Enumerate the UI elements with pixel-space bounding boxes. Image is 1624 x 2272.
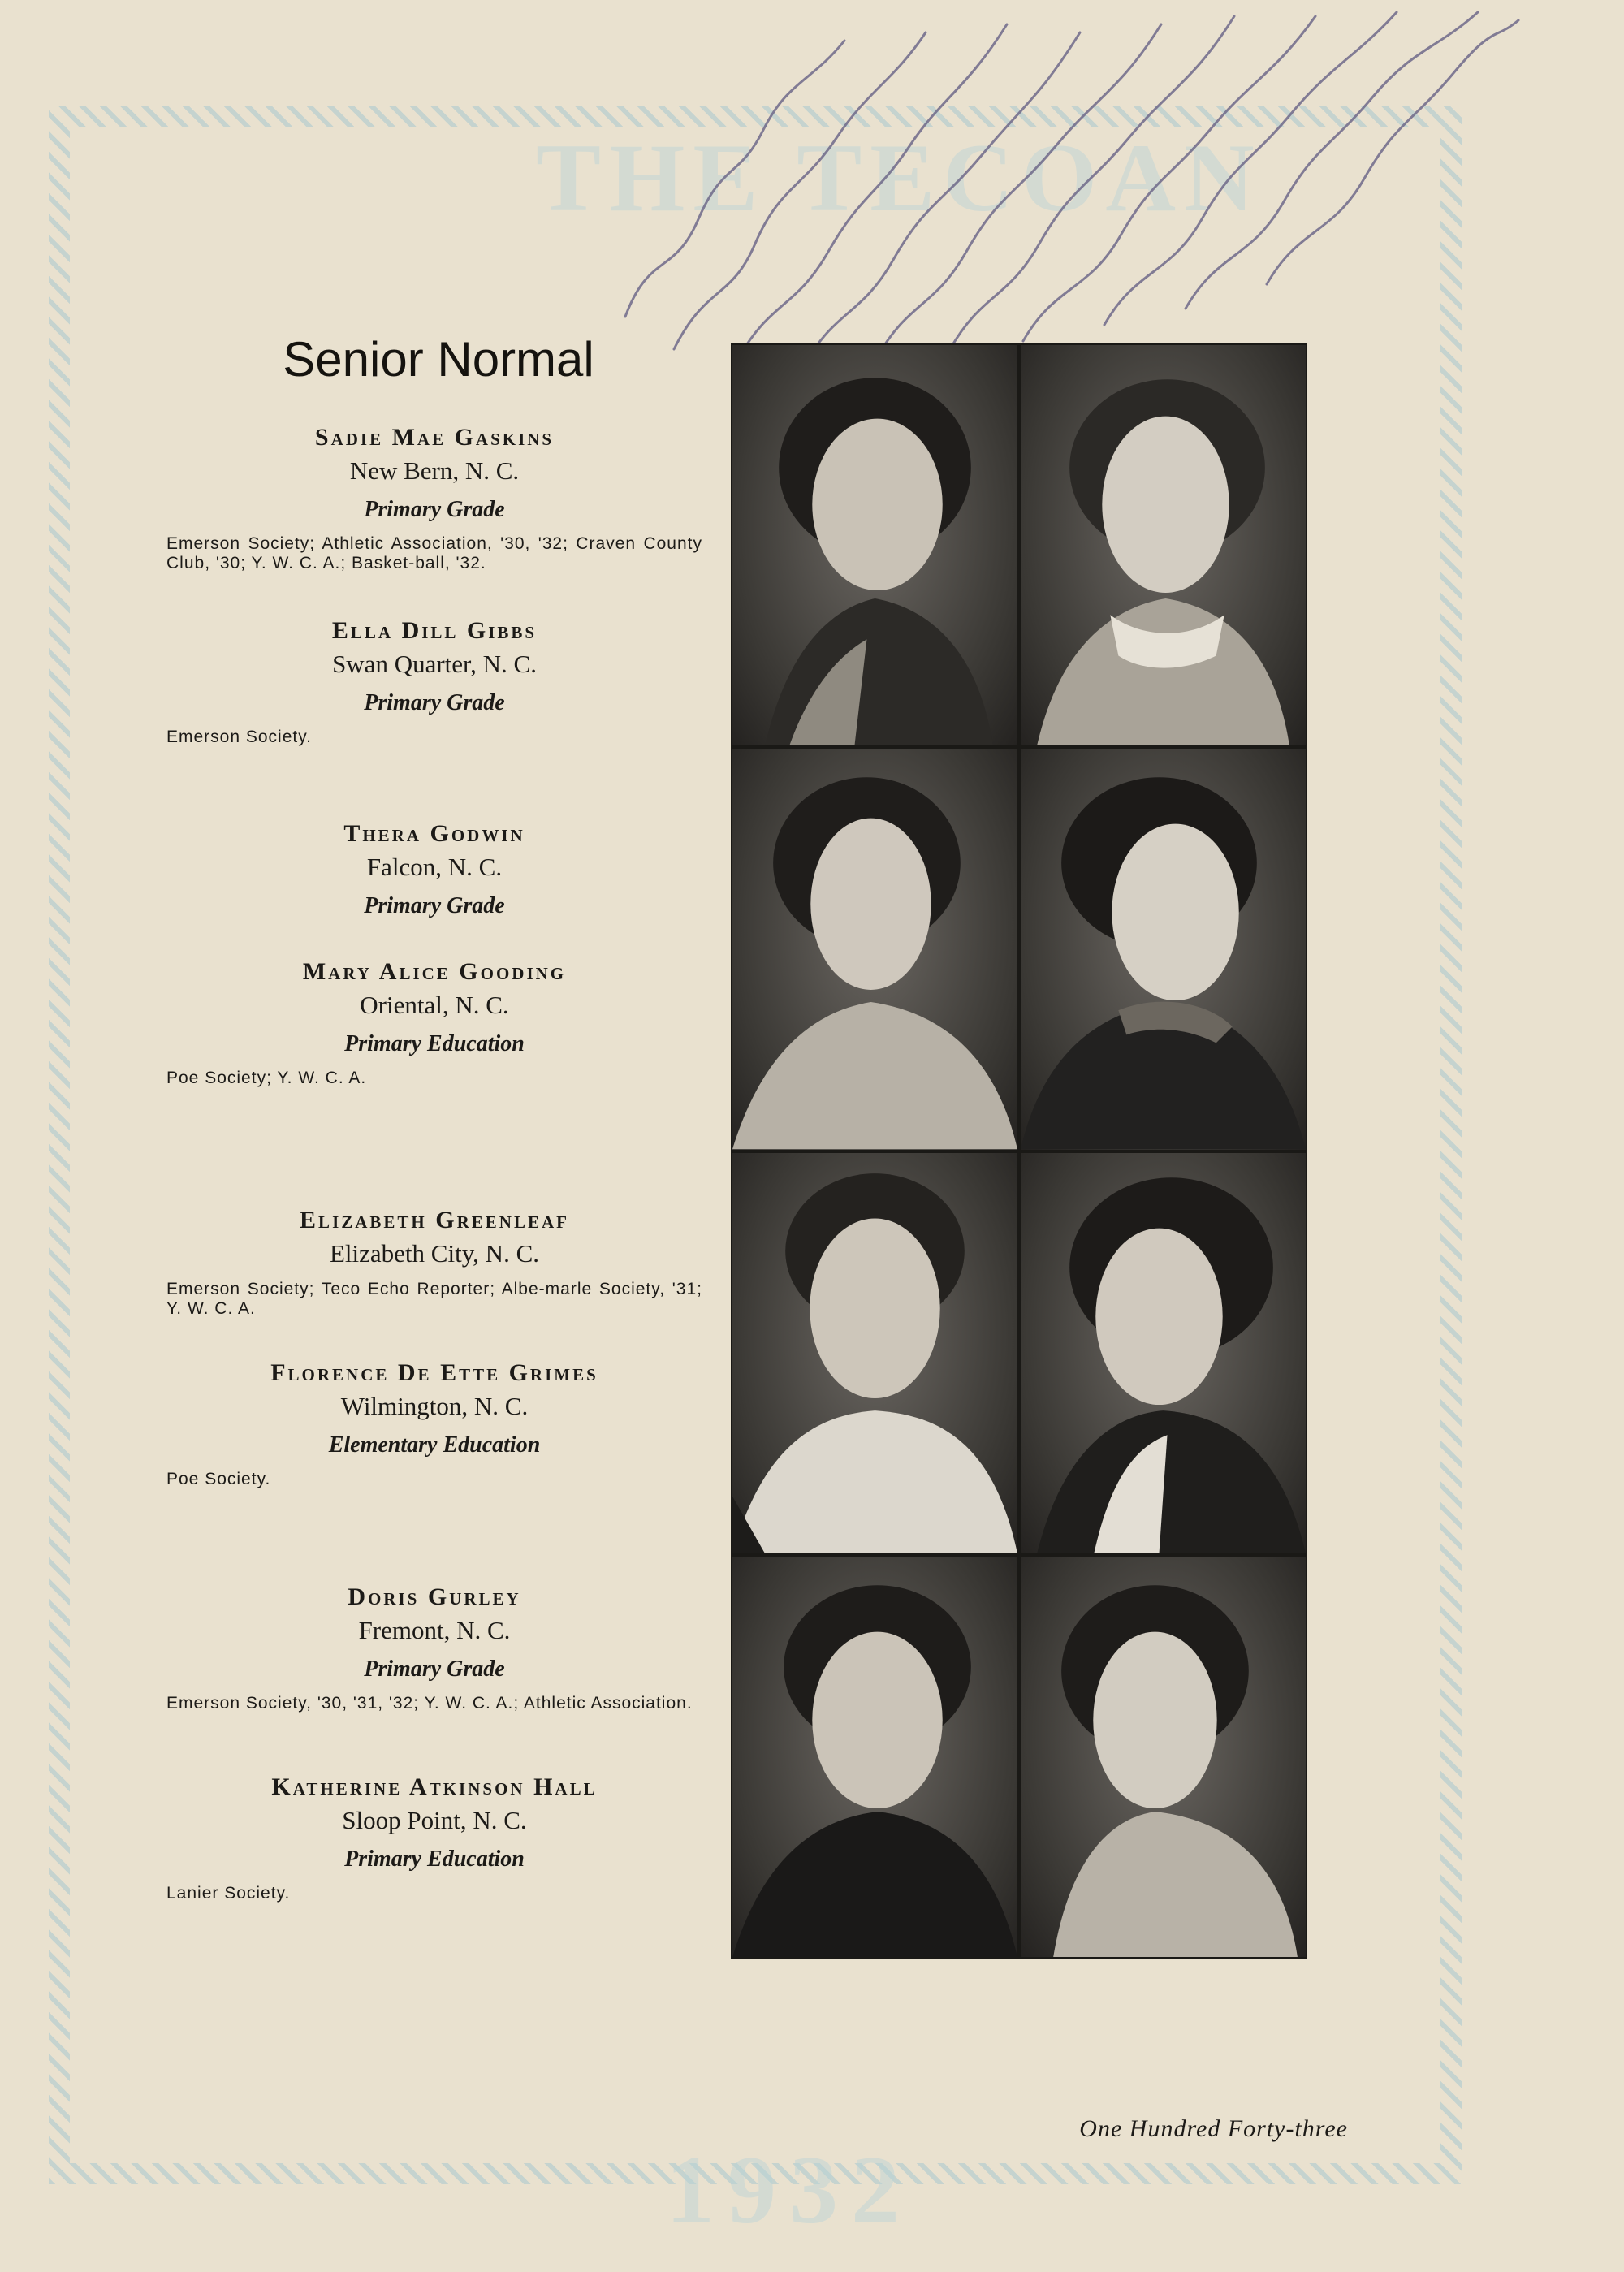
student-entry <box>166 1773 702 1903</box>
student-program: Primary Grade <box>364 690 505 715</box>
student-name: Katherine Atkinson Hall <box>271 1773 598 1800</box>
student-hometown: Falcon, N. C. <box>366 853 503 881</box>
student-hometown: Elizabeth City, N. C. <box>329 1239 539 1268</box>
student-program: Primary Grade <box>364 497 505 522</box>
portrait-photo <box>1021 749 1306 1149</box>
student-entry <box>166 1207 702 1319</box>
student-hometown: Sloop Point, N. C. <box>342 1806 527 1834</box>
portrait-photo <box>1021 345 1306 745</box>
student-activities: Poe Society; Y. W. C. A. <box>166 1069 367 1087</box>
student-name: Elizabeth Greenleaf <box>300 1207 569 1233</box>
portrait-photo <box>1021 1557 1306 1957</box>
student-entry <box>166 617 702 747</box>
header-watermark: THE TECOAN <box>536 123 1263 231</box>
student-program: Primary Education <box>344 1847 525 1872</box>
portrait-grid <box>731 343 1307 1959</box>
student-activities: Emerson Society, '30, '31, '32; Y. W. C. A.; Athletic Association. <box>166 1694 693 1713</box>
student-name: Sadie Mae Gaskins <box>314 424 555 451</box>
student-name: Ella Dill Gibbs <box>331 617 538 644</box>
student-hometown: Fremont, N. C. <box>358 1616 511 1644</box>
footer-watermark: 1932 <box>666 2136 913 2244</box>
student-program: Elementary Education <box>328 1432 541 1458</box>
portrait-photo <box>732 1557 1017 1957</box>
student-activities: Emerson Society; Teco Echo Reporter; Albe-marle Society, '31; Y. W. C. A. <box>166 1280 702 1318</box>
student-program: Primary Grade <box>364 893 505 918</box>
student-name: Doris Gurley <box>348 1583 521 1610</box>
student-activities: Emerson Society; Athletic Association, '30, '32; Craven County Club, '30; Y. W. C. A.; Basket-ball, '32. <box>166 534 702 572</box>
portrait-photo <box>732 345 1017 745</box>
student-name: Mary Alice Gooding <box>302 958 567 985</box>
student-entry <box>166 424 702 573</box>
portrait-photo <box>732 749 1017 1149</box>
student-hometown: New Bern, N. C. <box>349 456 520 485</box>
student-activities: Poe Society. <box>166 1470 271 1488</box>
student-activities: Lanier Society. <box>166 1884 291 1903</box>
handwritten-inscription <box>601 8 1527 365</box>
page-number: One Hundred Forty-three <box>1079 2115 1348 2142</box>
page-title: Senior Normal <box>283 332 594 387</box>
student-program: Primary Education <box>344 1031 525 1056</box>
student-hometown: Oriental, N. C. <box>360 991 509 1019</box>
student-hometown: Swan Quarter, N. C. <box>332 650 537 678</box>
student-activities: Emerson Society. <box>166 728 313 746</box>
student-entry <box>166 1359 702 1489</box>
portrait-photo <box>732 1153 1017 1553</box>
portrait-photo <box>1021 1153 1306 1553</box>
student-entry <box>166 820 702 931</box>
student-entry <box>166 1583 702 1713</box>
student-hometown: Wilmington, N. C. <box>340 1392 529 1420</box>
student-name: Thera Godwin <box>343 820 525 847</box>
student-name: Florence De Ette Grimes <box>270 1359 598 1386</box>
student-entry <box>166 958 702 1088</box>
student-program: Primary Grade <box>364 1656 505 1682</box>
